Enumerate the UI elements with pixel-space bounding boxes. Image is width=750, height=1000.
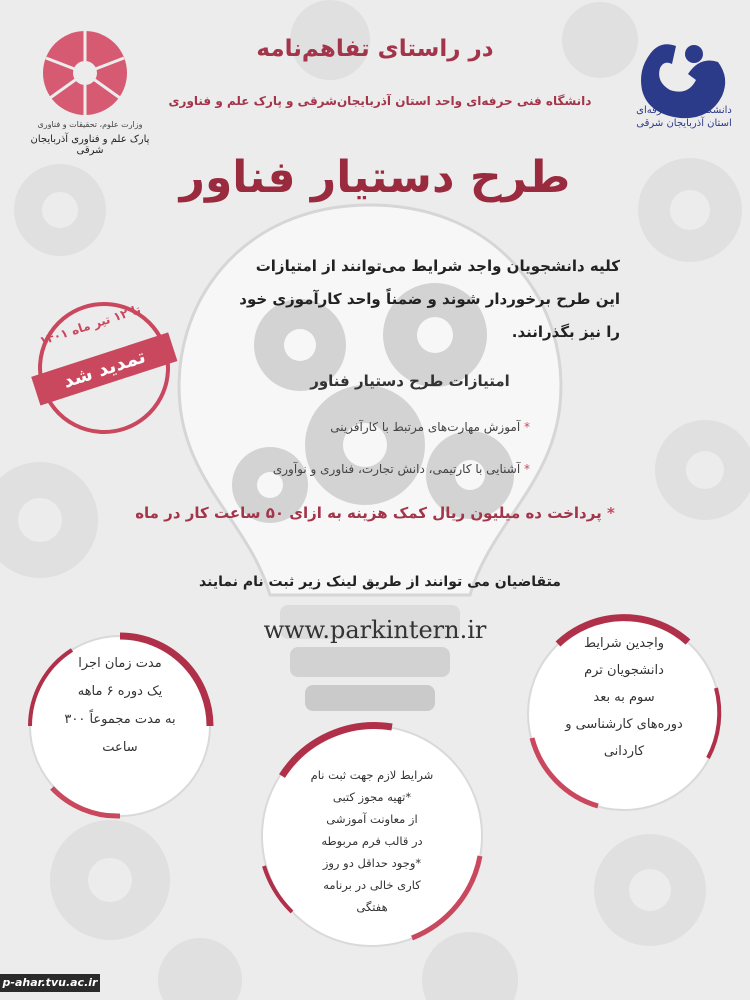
stamp-deadline: تا ۱۲ تیر ماه ۱۴۰۱ [37, 302, 143, 349]
requirements-line: کاری خالی در برنامه [323, 878, 421, 892]
bullet-icon: * [524, 462, 530, 476]
benefit-item [200, 420, 530, 434]
site-url-badge[interactable]: p-ahar.tvu.ac.ir [0, 974, 100, 992]
requirements-line: شرایط لازم جهت ثبت نام [310, 768, 434, 782]
requirements-line: *تهیه مجوز کتبی [332, 790, 412, 804]
requirements-text [288, 764, 456, 918]
bullet-icon: * [524, 420, 530, 434]
stamp-label: تمدید شد [31, 332, 177, 405]
duration-line: به مدت مجموعاً ۳۰۰ [64, 712, 176, 727]
eligibility-line: واجدین شرایط [583, 636, 665, 651]
duration-text [50, 650, 190, 762]
duration-line: مدت زمان اجرا [78, 656, 162, 671]
requirements-line: *وجود حداقل دو روز [322, 856, 422, 870]
footer [0, 974, 750, 1000]
university-logo-caption [628, 104, 740, 130]
registration-link[interactable]: www.parkintern.ir [263, 616, 487, 644]
science-park-caption: پارک علم و فناوری آذربایجان شرقی [30, 134, 150, 156]
payment-info [90, 504, 660, 522]
eligibility-text [548, 630, 700, 765]
intro-line: را نیز بگذرانند. [511, 323, 620, 341]
intro-paragraph [180, 250, 620, 349]
university-logo [630, 14, 740, 154]
intro-line: این طرح برخوردار شوند و ضمناً واحد کارآموزی خود [239, 290, 620, 308]
requirements-line: از معاونت آموزشی [326, 812, 418, 826]
eligibility-line: سوم به بعد [593, 690, 655, 705]
apply-instructions: متقاضیان می توانند از طریق لینک زیر ثبت نام نمایند [199, 574, 561, 590]
eligibility-line: کاردانی [603, 744, 645, 759]
header-partners: دانشگاه فنی حرفه‌ای واحد استان آذربایجان‌شرقی و پارک علم و فناوری [168, 94, 592, 108]
requirements-line: در قالب فرم مربوطه [321, 834, 423, 848]
university-province: استان آذربایجان شرقی [636, 118, 732, 129]
requirements-circle [252, 716, 492, 956]
duration-line: ساعت [102, 740, 138, 755]
benefits-title: امتیازات طرح دستیار فناور [310, 372, 510, 390]
eligibility-line: دانشجویان ترم [584, 663, 664, 678]
duration-line: یک دوره ۶ ماهه [77, 684, 163, 699]
header-subtitle: در راستای تفاهم‌نامه [256, 36, 494, 62]
university-name: دانشگاه فنی و حرفه‌ای [636, 105, 732, 116]
bullet-icon: * [606, 504, 615, 522]
benefit-text: آموزش مهارت‌های مرتبط با کارآفرینی [330, 420, 521, 434]
duration-circle [22, 628, 218, 824]
payment-text: پرداخت ده میلیون ریال کمک هزینه به ازای ۵۰ ساعت کار در ماه [135, 504, 602, 522]
requirements-line: هفتگی [356, 900, 388, 914]
science-park-logo [40, 28, 130, 118]
ministry-caption: وزارت علوم، تحقیقات و فناوری [37, 120, 143, 129]
intro-line: کلیه دانشجویان واجد شرایط می‌توانند از امتیازات [255, 257, 620, 275]
page-title: طرح دستیار فناور [179, 152, 571, 203]
benefit-item [180, 462, 530, 476]
benefit-text: آشنایی با کارتیمی، دانش تجارت، فناوری و نوآوری [272, 462, 521, 476]
eligibility-circle [518, 608, 730, 820]
eligibility-line: دوره‌های کارشناسی و [565, 717, 683, 732]
